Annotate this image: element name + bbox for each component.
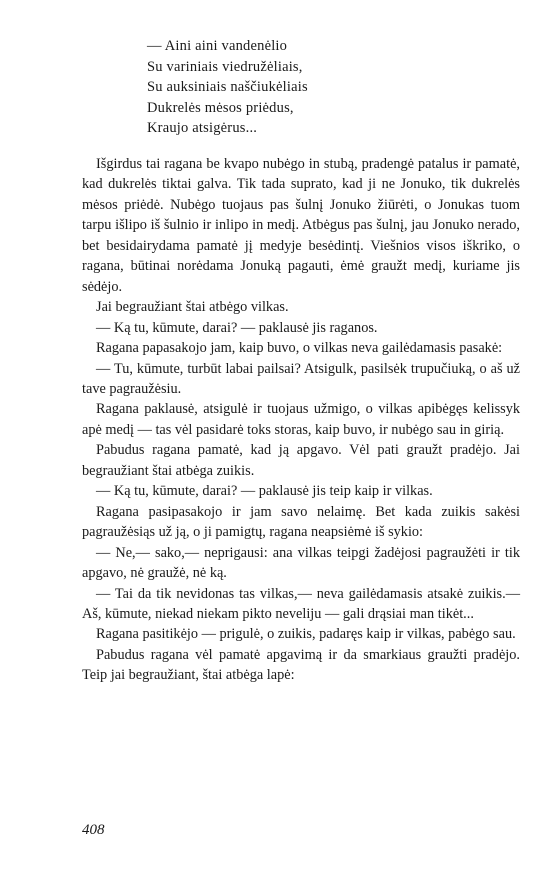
paragraph: Ragana pasipasakojo ir jam savo nelaimę. Bet kada zuikis sakėsi pagraužėsiąs už ją, o ji pamigtų, ragana neapsiėmė iš sykio: xyxy=(82,503,520,541)
paragraph: Jai begraužiant štai atbėgo vilkas. xyxy=(96,299,289,316)
verse-block xyxy=(147,36,308,139)
verse-line: Su auksiniais naščiukėliais xyxy=(147,79,308,96)
paragraph: — Ne,— sako,— neprigausi: ana vilkas teipgi žadėjosi pagraužėti ir tik apgavo, nė graužė, nė ką. xyxy=(82,544,520,582)
paragraph: — Tai da tik nevidonas tas vilkas,— neva gailėdamasis atsakė zuikis.— Aš, kūmute, niekad niekam pikto neveliju — gali drąsiai man tikėt... xyxy=(82,585,520,622)
paragraph: Pabudus ragana pamatė, kad ją apgavo. Vėl pati graužt pradėjo. Jai begraužiant štai atbėga zuikis. xyxy=(82,442,520,479)
page-number: 408 xyxy=(82,822,105,838)
prose-body xyxy=(82,154,520,686)
paragraph: Ragana paklausė, atsigulė ir tuojaus užmigo, o vilkas apibėgęs kelissyk apė medį — tas vėl pasidarė toks storas, kaip buvo, ir nubėgo sau in girią. xyxy=(82,401,520,438)
verse-line: Kraujo atsigėrus... xyxy=(147,120,258,137)
paragraph: — Tu, kūmute, turbūt labai pailsai? Atsigulk, pasilsėk trupučiuką, o aš už tave pagraužėsiu. xyxy=(82,360,520,397)
verse-line: Su variniais viedružėliais, xyxy=(147,58,303,75)
paragraph: Pabudus ragana vėl pamatė apgavimą ir da smarkiaus graužti pradėjo. Teip jai begraužiant, štai atbėga lapė: xyxy=(82,646,520,684)
paragraph: Ragana pasitikėjo — prigulė, o zuikis, padaręs kaip ir vilkas, pabėgo sau. xyxy=(96,626,516,643)
paragraph: Ragana papasakojo jam, kaip buvo, o vilkas neva gailėdamasis pasakė: xyxy=(96,340,503,357)
paragraph: Išgirdus tai ragana be kvapo nubėgo in stubą, pradengė patalus ir pamatė, kad dukrelės tiktai galva. Tik tada suprato, kad ji ne Jonuko, tik dukrelės mėsos priėdė. Nubėgo tuojaus pas šulnį Jonuko žiūrėti, o Jonukas tuom tarpu išlipo iš šulnio ir inlipo in medį. Atbėgus pas šulnį, jau Jonuko nerado, bet besidairydama pamatė jį medyje besėdintį. Viešnios visos iškriko, o ragana, būtinai norėdama Jonuką pagauti, ėmė graužt medį, kuriame jis sėdėjo. xyxy=(82,156,520,295)
verse-line: — Aini aini vandenėlio xyxy=(147,38,288,54)
verse-line: Dukrelės mėsos priėdus, xyxy=(147,99,294,116)
paragraph: — Ką tu, kūmute, darai? — paklausė jis raganos. xyxy=(96,319,378,336)
paragraph: — Ką tu, kūmute, darai? — paklausė jis teip kaip ir vilkas. xyxy=(96,483,433,500)
